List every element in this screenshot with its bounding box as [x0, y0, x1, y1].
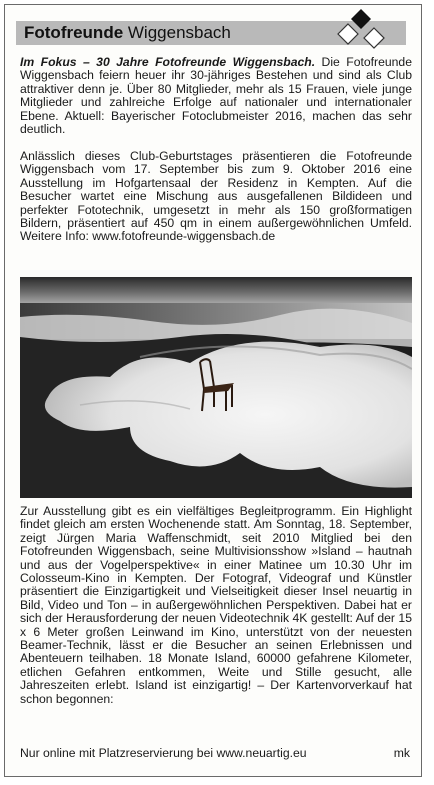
- title-bold: Fotofreunde: [24, 23, 124, 42]
- title-rest: Wiggensbach: [123, 23, 231, 42]
- lead-text: Im Fokus – 30 Jahre Fotofreunde Wiggensbach.: [20, 55, 316, 69]
- intro-text: Die Fotofreunde Wiggensbach feiern heuer ihr 30-jähriges Bestehen und sind als Club attraktiver denn je. Über 80 Mitglieder, mehr als 15 Frauen, viele junge Mitglieder und zahlreiche Erfolge auf nationaler und internationaler Ebene. Aktuell: Bayerischer Fotoclubmeister 2016, machen das sehr deutlich.: [20, 55, 412, 137]
- reservation-text: Nur online mit Platzreservierung bei www.neuartig.eu: [20, 746, 307, 760]
- program-paragraph: Zur Ausstellung gibt es ein vielfältiges Begleitprogramm. Ein Highlight findet gleich am ersten Wochenende statt. Am Sonntag, 18. September, zeigt Jürgen Maria Waffenschmidt, seit 2010 Mitglied bei den Fotofreunden Wiggensbach, seine Multivisionsshow »Island – hautnah und aus der Vogelperspektive« in einer Matinee um 10.30 Uhr im Colosseum-Kino in Kempten. Der Fotograf, Videograf und Künstler präsentiert die Einzigartigkeit und Vielseitigkeit dieser Insel neuartig in Bild, Video und Ton – in außergewöhnlichen Perspektiven. Dabei hat er sich der Herausforderung der neuen Videotechnik 4K gestellt: Auf der 15 x 6 Meter großen Leinwand im Kino, unterstützt von der neuesten Beamer-Technik, lässt er die Besucher an seinen Erlebnissen und Abenteuern teilhaben. 18 Monate Island, 60000 gefahrene Kilometer, etlichen Gefahren entkommen, Weite und Stille gesucht, alle Jahreszeiten erlebt. Island ist einzigartig! – Der Kartenvorverkauf hat schon begonnen:: [20, 504, 412, 706]
- article-photo: [20, 277, 412, 498]
- author-initials: mk: [393, 746, 410, 760]
- diamond-logo-icon: [334, 8, 388, 54]
- closing-line: [20, 747, 412, 760]
- page-title: [24, 22, 231, 44]
- intro-paragraph: [20, 56, 412, 136]
- exhibition-paragraph: Anlässlich dieses Club-Geburtstages präsentieren die Fotofreunde Wiggensbach vom 17. September bis zum 9. Oktober 2016 eine Ausstellung im Hofgartensaal der Residenz in Kempten. Auf die Besucher wartet eine Mischung aus ausgefallenen Bildideen und perfekter Fototechnik, umgesetzt in mehr als 150 großformatigen Bildern, präsentiert auf 450 qm in einem außergewöhnlichen Umfeld. Weitere Info: www.fotofreunde-wiggensbach.de: [20, 149, 412, 244]
